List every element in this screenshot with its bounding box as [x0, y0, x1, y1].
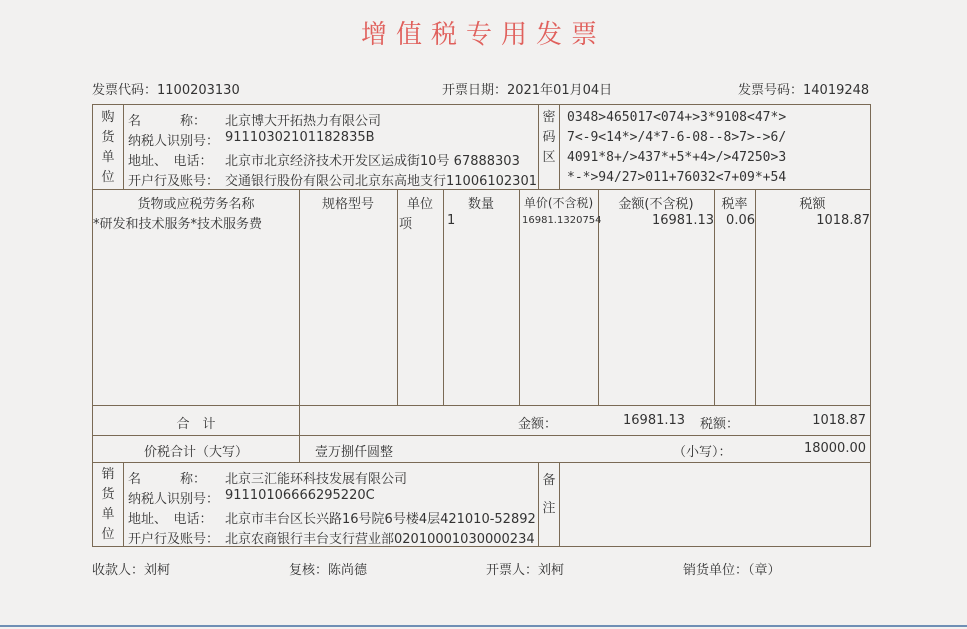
- reviewer: 复核：陈尚德: [289, 563, 368, 578]
- invoice-title: 增值税专用发票: [360, 20, 606, 50]
- buyer-bank-label: 开户行及账号：: [128, 174, 220, 189]
- buyer-name-label: 名 称：: [128, 114, 207, 129]
- remarks-side-label: 备注: [542, 473, 556, 516]
- cipher-line: *-*>94/27>011+76032<7+09*+54: [567, 170, 787, 185]
- item-tax: 1018.87: [816, 213, 870, 228]
- item-unit: 项: [399, 217, 413, 232]
- col-qty-header: 数量: [467, 197, 494, 212]
- grand-total-upper: 壹万捌仟圆整: [315, 445, 394, 460]
- seller-bank: 北京农商银行丰台支行营业部02010001030000234: [225, 532, 535, 547]
- bottom-divider: [0, 625, 967, 627]
- seller-tax-id: 91110106666295220C: [225, 488, 375, 503]
- seller-name-label: 名 称：: [128, 472, 207, 487]
- col-amount-header: 金额(不含税): [618, 197, 694, 212]
- col-unit-header: 单位: [406, 197, 433, 212]
- seller-side-label: 销货单位: [101, 467, 115, 542]
- seller-name: 北京三汇能环科技发展有限公司: [225, 472, 408, 487]
- col-rate-header: 税率: [721, 197, 748, 212]
- cipher-line: 7<-9<14*>/4*7-6-08--8>7>->6/: [567, 130, 787, 145]
- grand-total-small: 18000.00: [803, 441, 866, 456]
- buyer-side-label: 购货单位: [101, 110, 115, 185]
- seller-bank-label: 开户行及账号：: [128, 532, 220, 547]
- buyer-name: 北京博大开拓热力有限公司: [225, 114, 382, 129]
- total-amount: 16981.13: [623, 413, 686, 428]
- total-tax: 1018.87: [812, 413, 866, 428]
- seller-address: 北京市丰台区长兴路16号院6号楼4层421010-52892: [225, 512, 536, 527]
- grand-total-small-label: （小写）：: [673, 445, 732, 460]
- cipher-line: 4091*8+/>437*+5*+4>/>47250>3: [567, 150, 787, 165]
- invoice-number: 发票号码：14019248: [738, 83, 870, 98]
- col-spec-header: 规格型号: [321, 197, 374, 212]
- buyer-address: 北京市北京经济技术开发区运成街10号 67888303: [225, 154, 520, 169]
- buyer-tax-id: 91110302101182835B: [225, 130, 375, 145]
- payee: 收款人：刘柯: [92, 563, 171, 578]
- total-amount-label: 金额：: [518, 417, 558, 432]
- item-name: *研发和技术服务*技术服务费: [93, 217, 263, 232]
- invoice-code: 发票代码：1100203130: [92, 83, 240, 98]
- col-price-header: 单价(不含税): [523, 196, 594, 210]
- col-tax-header: 税额: [799, 197, 826, 212]
- buyer-tax-id-label: 纳税人识别号：: [128, 134, 220, 149]
- item-amount: 16981.13: [651, 213, 714, 228]
- cipher-side-label: 密码区: [542, 110, 556, 165]
- seller-tax-id-label: 纳税人识别号：: [128, 492, 220, 507]
- seller-address-label: 地址、 电话：: [128, 512, 213, 527]
- buyer-address-label: 地址、 电话：: [128, 154, 213, 169]
- invoice-date: 开票日期：2021年01月04日: [442, 83, 613, 98]
- item-rate: 0.06: [726, 213, 755, 228]
- cipher-line: 0348>465017<074+>3*9108<47*>: [567, 110, 787, 125]
- col-item-header: 货物或应税劳务名称: [137, 197, 255, 212]
- drawer: 开票人：刘柯: [486, 563, 565, 578]
- total-label: 合 计: [176, 417, 216, 432]
- buyer-bank: 交通银行股份有限公司北京东高地支行11006102301: [225, 174, 537, 189]
- invoice-table: [92, 104, 871, 547]
- item-price: 16981.1320754: [522, 215, 602, 226]
- item-qty: 1: [447, 213, 456, 228]
- seller-seal: 销货单位：（章）: [683, 563, 781, 578]
- grand-total-label: 价税合计（大写）: [143, 445, 248, 460]
- total-tax-label: 税额：: [700, 417, 740, 432]
